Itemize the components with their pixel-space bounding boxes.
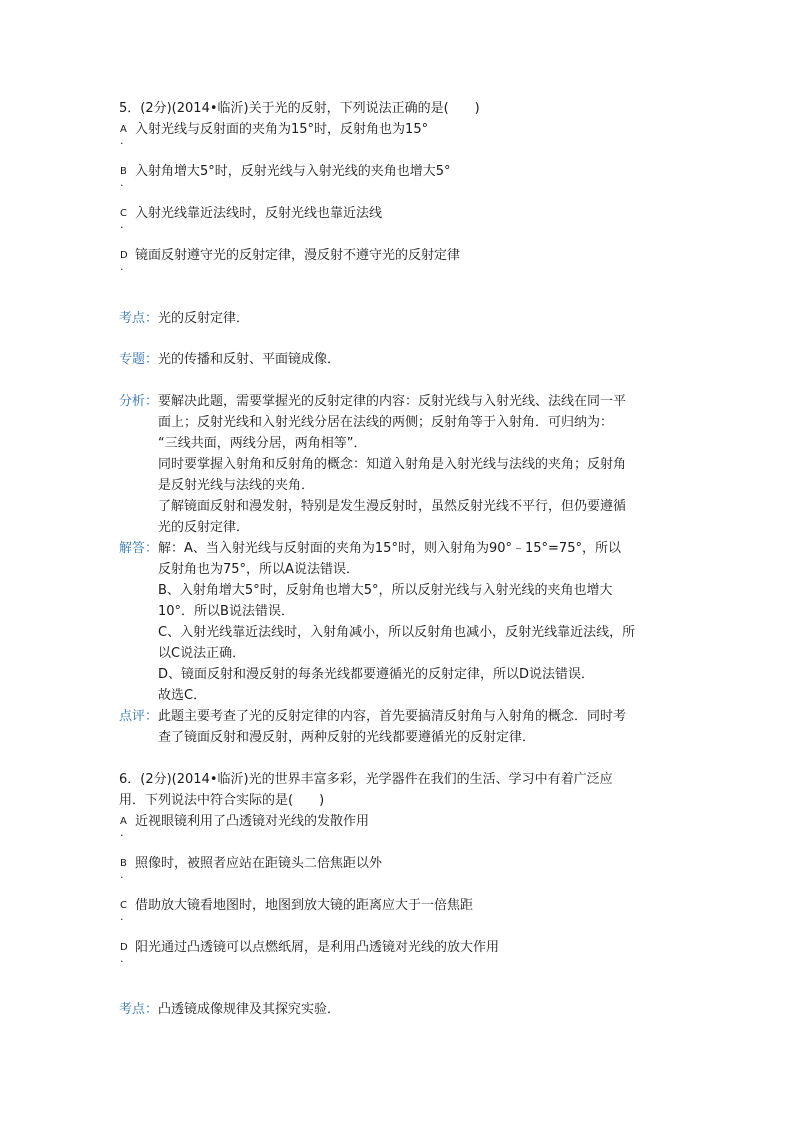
jieda-line: 故选C． [158, 688, 207, 703]
q6-kaodian [119, 999, 679, 1020]
q6-option-c-text: 借助放大镜看地图时，地图到放大镜的距离应大于一倍焦距 [135, 898, 474, 913]
kaodian-text: 光的反射定律． [158, 311, 250, 326]
fenxi-line: “三线共面，两线分居，两角相等”． [158, 436, 367, 451]
q5-option-b: B 入射角增大5°时，反射光线与入射光线的夹角也增大5° . [120, 164, 451, 189]
dianping-line: 查了镜面反射和漫反射，两种反射的光线都要遵循光的反射定律． [158, 730, 536, 745]
q6-option-d: D 阳光通过凸透镜可以点燃纸屑，是利用凸透镜对光线的放大作用 . [120, 940, 500, 965]
fenxi-line: 光的反射定律． [158, 520, 250, 535]
q5-jieda [119, 538, 679, 706]
zhuanti-text: 光的传播和反射、平面镜成像． [158, 352, 341, 367]
question-5-stem: 5．(2分)(2014•临沂)关于光的反射，下列说法正确的是( ) [119, 101, 480, 116]
q6-option-a-text: 近视眼镜利用了凸透镜对光线的发散作用 [135, 814, 370, 829]
question-6 [119, 769, 679, 979]
fenxi-label: 分析： [119, 394, 159, 409]
fenxi-line: 面上；反射光线和入射光线分居在法线的两侧；反射角等于入射角．可归纳为： [158, 415, 614, 430]
kaodian-text: 凸透镜成像规律及其探究实验． [158, 1002, 341, 1017]
q6-option-d-text: 阳光通过凸透镜可以点燃纸屑，是利用凸透镜对光线的放大作用 [135, 940, 500, 955]
q6-option-b: B 照像时，被照者应站在距镜头二倍焦距以外 . [120, 856, 383, 881]
q5-fenxi [119, 391, 679, 538]
jieda-line: B、入射角增大5°时，反射角也增大5°，所以反射光线与入射光线的夹角也增大 [158, 583, 613, 598]
dianping-label: 点评： [119, 709, 159, 724]
dianping-body [158, 706, 679, 748]
jieda-line: 反射角也为75°，所以A说法错误． [158, 562, 359, 577]
jieda-line: 以C说法正确． [158, 646, 246, 661]
question-6-stem-line-1: 6．(2分)(2014•临沂)光的世界丰富多彩，光学器件在我们的生活、学习中有着广泛应 [119, 772, 613, 787]
question-6-stem-line-2: 用．下列说法中符合实际的是( ) [119, 793, 325, 808]
q5-option-d-text: 镜面反射遵守光的反射定律，漫反射不遵守光的反射定律 [135, 248, 461, 263]
fenxi-line: 同时要掌握入射角和反射角的概念：知道入射角是入射光线与法线的夹角；反射角 [158, 457, 627, 472]
q5-option-a-text: 入射光线与反射面的夹角为15°时，反射角也为15° [135, 122, 429, 137]
dianping-line: 此题主要考查了光的反射定律的内容，首先要搞清反射角与入射角的概念．同时考 [158, 709, 627, 724]
jieda-line: 解：A、当入射光线与反射面的夹角为15°时，则入射角为90°﹣15°=75°，所以 [158, 541, 621, 556]
fenxi-body [158, 391, 679, 538]
jieda-body [158, 538, 679, 706]
q6-option-a: A 近视眼镜利用了凸透镜对光线的发散作用 . [120, 814, 370, 839]
q5-zhuanti [119, 349, 679, 370]
q5-option-c: C 入射光线靠近法线时，反射光线也靠近法线 . [120, 206, 383, 231]
q6-option-c: C 借助放大镜看地图时，地图到放大镜的距离应大于一倍焦距 . [120, 898, 474, 923]
jieda-line: D、镜面反射和漫反射的每条光线都要遵循光的反射定律，所以D说法错误． [158, 667, 595, 682]
q6-option-b-text: 照像时，被照者应站在距镜头二倍焦距以外 [135, 856, 383, 871]
fenxi-line: 了解镜面反射和漫发射，特别是发生漫反射时，虽然反射光线不平行，但仍要遵循 [158, 499, 627, 514]
question-5 [119, 98, 679, 287]
fenxi-line: 要解决此题，需要掌握光的反射定律的内容：反射光线与入射光线、法线在同一平 [158, 394, 627, 409]
jieda-label: 解答： [119, 541, 159, 556]
q5-dianping [119, 706, 679, 748]
q5-option-c-text: 入射光线靠近法线时，反射光线也靠近法线 [135, 206, 383, 221]
zhuanti-label: 专题： [119, 352, 159, 367]
jieda-line: 10°．所以B说法错误． [158, 604, 294, 619]
q5-option-a: A 入射光线与反射面的夹角为15°时，反射角也为15° . [120, 122, 429, 147]
q5-option-b-text: 入射角增大5°时，反射光线与入射光线的夹角也增大5° [135, 164, 451, 179]
q5-kaodian [119, 308, 679, 329]
kaodian-label: 考点： [119, 311, 159, 326]
kaodian-label: 考点： [119, 1002, 159, 1017]
fenxi-line: 是反射光线与法线的夹角． [158, 478, 315, 493]
q5-option-d: D 镜面反射遵守光的反射定律，漫反射不遵守光的反射定律 . [120, 248, 461, 273]
jieda-line: C、入射光线靠近法线时，入射角减小，所以反射角也减小，反射光线靠近法线，所 [158, 625, 636, 640]
